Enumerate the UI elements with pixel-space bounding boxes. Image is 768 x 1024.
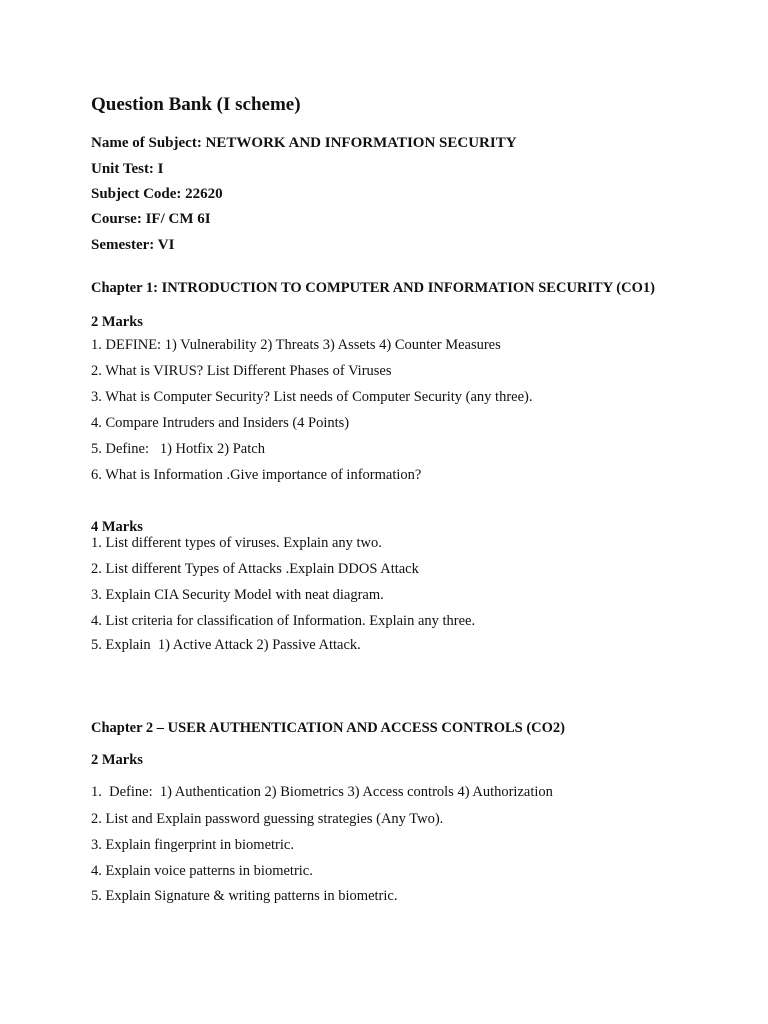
question-item: 6. What is Information .Give importance of information? bbox=[91, 467, 422, 483]
question-item: 4. Explain voice patterns in biometric. bbox=[91, 863, 313, 879]
question-item: 1. Define: 1) Authentication 2) Biometrics 3) Access controls 4) Authorization bbox=[91, 784, 553, 800]
question-item: 2. List different Types of Attacks .Explain DDOS Attack bbox=[91, 561, 419, 577]
chapter-2-heading: Chapter 2 – USER AUTHENTICATION AND ACCESS CONTROLS (CO2) bbox=[91, 720, 566, 736]
subject-code: Subject Code: 22620 bbox=[91, 186, 223, 202]
question-item: 3. What is Computer Security? List needs of Computer Security (any three). bbox=[91, 389, 533, 405]
question-item: 3. Explain fingerprint in biometric. bbox=[91, 837, 294, 853]
question-item: 2. What is VIRUS? List Different Phases of Viruses bbox=[91, 363, 392, 379]
question-item: 2. List and Explain password guessing strategies (Any Two). bbox=[91, 811, 444, 827]
question-item: 5. Explain 1) Active Attack 2) Passive Attack. bbox=[91, 637, 361, 653]
question-item: 1. DEFINE: 1) Vulnerability 2) Threats 3) Assets 4) Counter Measures bbox=[91, 337, 501, 353]
unit-test: Unit Test: I bbox=[91, 161, 164, 177]
course: Course: IF/ CM 6I bbox=[91, 211, 211, 227]
semester: Semester: VI bbox=[91, 237, 175, 253]
question-item: 5. Define: 1) Hotfix 2) Patch bbox=[91, 441, 265, 457]
question-item: 3. Explain CIA Security Model with neat diagram. bbox=[91, 587, 384, 603]
question-item: 1. List different types of viruses. Explain any two. bbox=[91, 535, 382, 551]
question-item: 4. List criteria for classification of Information. Explain any three. bbox=[91, 613, 476, 629]
subject-name: Name of Subject: NETWORK AND INFORMATION SECURITY bbox=[91, 135, 517, 151]
chapter-1-2-marks-label: 2 Marks bbox=[91, 314, 143, 330]
chapter-1-heading: Chapter 1: INTRODUCTION TO COMPUTER AND INFORMATION SECURITY (CO1) bbox=[91, 280, 655, 296]
chapter-2-2-marks-label: 2 Marks bbox=[91, 752, 143, 768]
chapter-1-4-marks-label: 4 Marks bbox=[91, 519, 143, 535]
page-title: Question Bank (I scheme) bbox=[91, 94, 301, 115]
question-item: 4. Compare Intruders and Insiders (4 Points) bbox=[91, 415, 350, 431]
question-item: 5. Explain Signature & writing patterns in biometric. bbox=[91, 888, 398, 904]
